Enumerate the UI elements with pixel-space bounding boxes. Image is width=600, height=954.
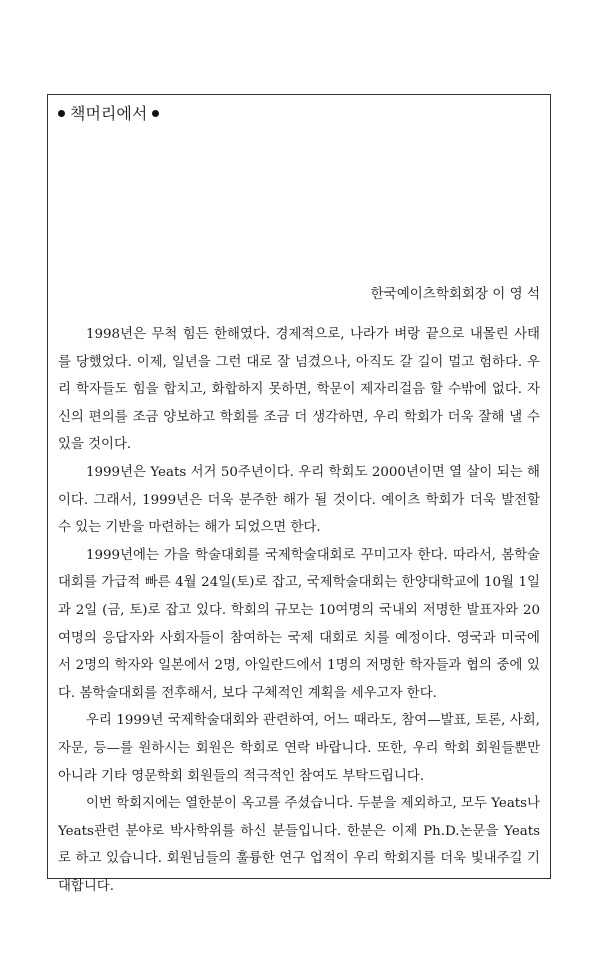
author-line: 한국예이츠학회회장 이 영 석 bbox=[370, 286, 540, 302]
paragraph: 1999년은 Yeats 서거 50주년이다. 우리 학회도 2000년이면 열 살이 되는 해이다. 그래서, 1999년은 더욱 분주한 해가 될 것이다. 예이츠 학회가 더욱 발전할 수 있는 기반을 마련하는 해가 되었으면 한다. bbox=[58, 464, 540, 536]
paragraph: 1999년에는 가을 학술대회를 국제학술대회로 꾸미고자 한다. 따라서, 봄학술대회를 가급적 빠른 4월 24일(토)로 잡고, 국제학술대회는 한양대학교에 10월 1일과 2일 (금, 토)로 잡고 있다. 학회의 규모는 10여명의 국내외 저명한 발표자와 20여명의 응답자와 사회자들이 참여하는 국제 대회로 치를 예정이다. 영국과 미국에서 2명의 학자와 일본에서 2명, 아일란드에서 1명의 저명한 학자들과 협의 중에 있다. 봄학술대회를 전후해서, 보다 구체적인 계획을 세우고자 한다. bbox=[58, 547, 540, 701]
body-text bbox=[58, 321, 540, 900]
section-title bbox=[58, 104, 159, 124]
section-title-text: 책머리에서 bbox=[70, 104, 148, 123]
paragraph: 이번 학회지에는 열한분이 옥고를 주셨습니다. 두분을 제외하고, 모두 Yeats나 Yeats관련 분야로 박사학위를 하신 분들입니다. 한분은 이제 Ph.D.논문을 Yeats로 하고 있습니다. 회원님들의 훌륭한 연구 업적이 우리 학회지를 더욱 빛내주길 기대합니다. bbox=[58, 796, 540, 894]
paragraph: 1998년은 무척 힘든 한해였다. 경제적으로, 나라가 벼랑 끝으로 내몰린 사태를 당했었다. 이제, 일년을 그런 대로 잘 넘겼으나, 아직도 갈 길이 멀고 험하다. 우리 학자들도 힘을 합치고, 화합하지 못하면, 학문이 제자리걸음 할 수밖에 없다. 자신의 편의를 조금 양보하고 학회를 조금 더 생각하면, 우리 학회가 더욱 잘해 낼 수 있을 것이다. bbox=[58, 327, 540, 453]
bullet-icon bbox=[152, 110, 159, 117]
page-frame bbox=[47, 94, 551, 894]
bullet-icon bbox=[58, 110, 65, 117]
paragraph: 우리 1999년 국제학술대회와 관련하여, 어느 때라도, 참여—발표, 토론, 사회, 자문, 등—를 원하시는 회원은 학회로 연락 바랍니다. 또한, 우리 학회 회원들뿐만 아니라 기타 영문학회 회원들의 적극적인 참여도 부탁드립니다. bbox=[58, 713, 540, 784]
